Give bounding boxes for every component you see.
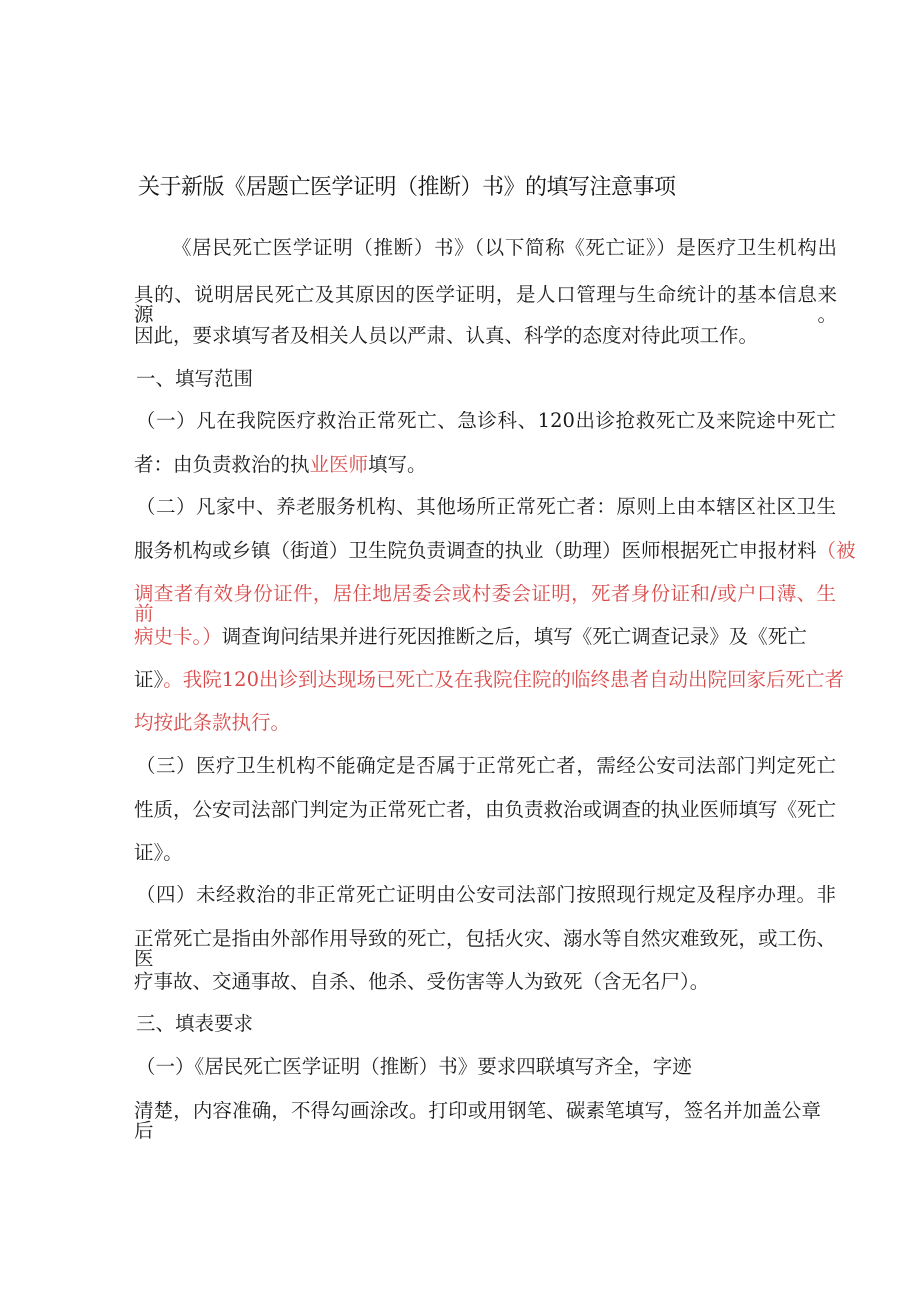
paragraph-line (134, 670, 844, 690)
paragraph-line: 因此，要求填写者及相关人员以严肃、认真、科学的态度对待此项工作。 (134, 324, 759, 347)
paragraph-line: （一）凡在我院医疗救治正常死亡、急诊科、120出诊抢救死亡及来院途中死亡 (136, 411, 836, 431)
paragraph-line: 疗事故、交通事故、自杀、他杀、受伤害等人为致死（含无名尸）。 (134, 970, 710, 993)
document-title: 关于新版《居题亡医学证明（推断）书》的填写注意事项 (138, 175, 676, 200)
highlighted-text: 。我院120出诊到达现场已死亡及在我院住院的临终患者自动出院回家后死亡者 (163, 668, 844, 691)
text-run: 调查询问结果并进行死因推断之后，填写《死亡调查记录》及《死亡 (221, 625, 807, 648)
paragraph-line (134, 627, 807, 647)
paragraph-line: 性质，公安司法部门判定为正常死亡者，由负责救治或调查的执业医师填写《死亡 (134, 800, 836, 820)
paragraph-line (134, 455, 427, 475)
highlighted-text: 病史卡。） (134, 625, 222, 648)
highlighted-text: （被 (816, 539, 856, 562)
highlighted-line: 调查者有效身份证件，居住地居委会或村委会证明，死者身份证和/或户口薄、生前 (134, 584, 836, 623)
section-heading: 三、填表要求 (136, 1012, 254, 1035)
paragraph-line: 证》。 (134, 841, 183, 864)
paragraph-line: 正常死亡是指由外部作用导致的死亡，包括火灾、溺水等自然灾难致死，或工伤、医 (134, 929, 836, 968)
paragraph-line: （一）《居民死亡医学证明（推断）书》要求四联填写齐全，字迹 (136, 1055, 692, 1078)
highlighted-line: 均按此条款执行。 (134, 711, 291, 734)
section-heading: 一、填写范围 (136, 367, 254, 390)
text-run: 服务机构或乡镇（街道）卫生院负责调查的执业（助理）医师根据死亡申报材料 (134, 539, 817, 562)
paragraph-line: 清楚，内容准确，不得勾画涂改。打印或用钢笔、碳素笔填写，签名并加盖公章后 (134, 1101, 821, 1140)
text-run: 证》 (134, 668, 164, 691)
text-run: 填写。 (368, 453, 427, 476)
paragraph-line (134, 541, 856, 561)
paragraph-line: （四）未经救治的非正常死亡证明由公安司法部门按照现行规定及程序办理。非 (136, 885, 836, 905)
highlighted-text: 业医师 (309, 453, 369, 476)
paragraph-line: （二）凡家中、养老服务机构、其他场所正常死亡者：原则上由本辖区社区卫生 (136, 497, 836, 517)
paragraph-line: 具的、说明居民死亡及其原因的医学证明，是人口管理与生命统计的基本信息来源。 (134, 285, 837, 324)
paragraph-line: 《居民死亡医学证明（推断）书》（以下简称《死亡证》）是医疗卫生机构出 (172, 238, 837, 258)
text-run: 者：由负责救治的执 (134, 453, 310, 476)
paragraph-line: （三）医疗卫生机构不能确定是否属于正常死亡者，需经公安司法部门判定死亡 (136, 756, 836, 776)
